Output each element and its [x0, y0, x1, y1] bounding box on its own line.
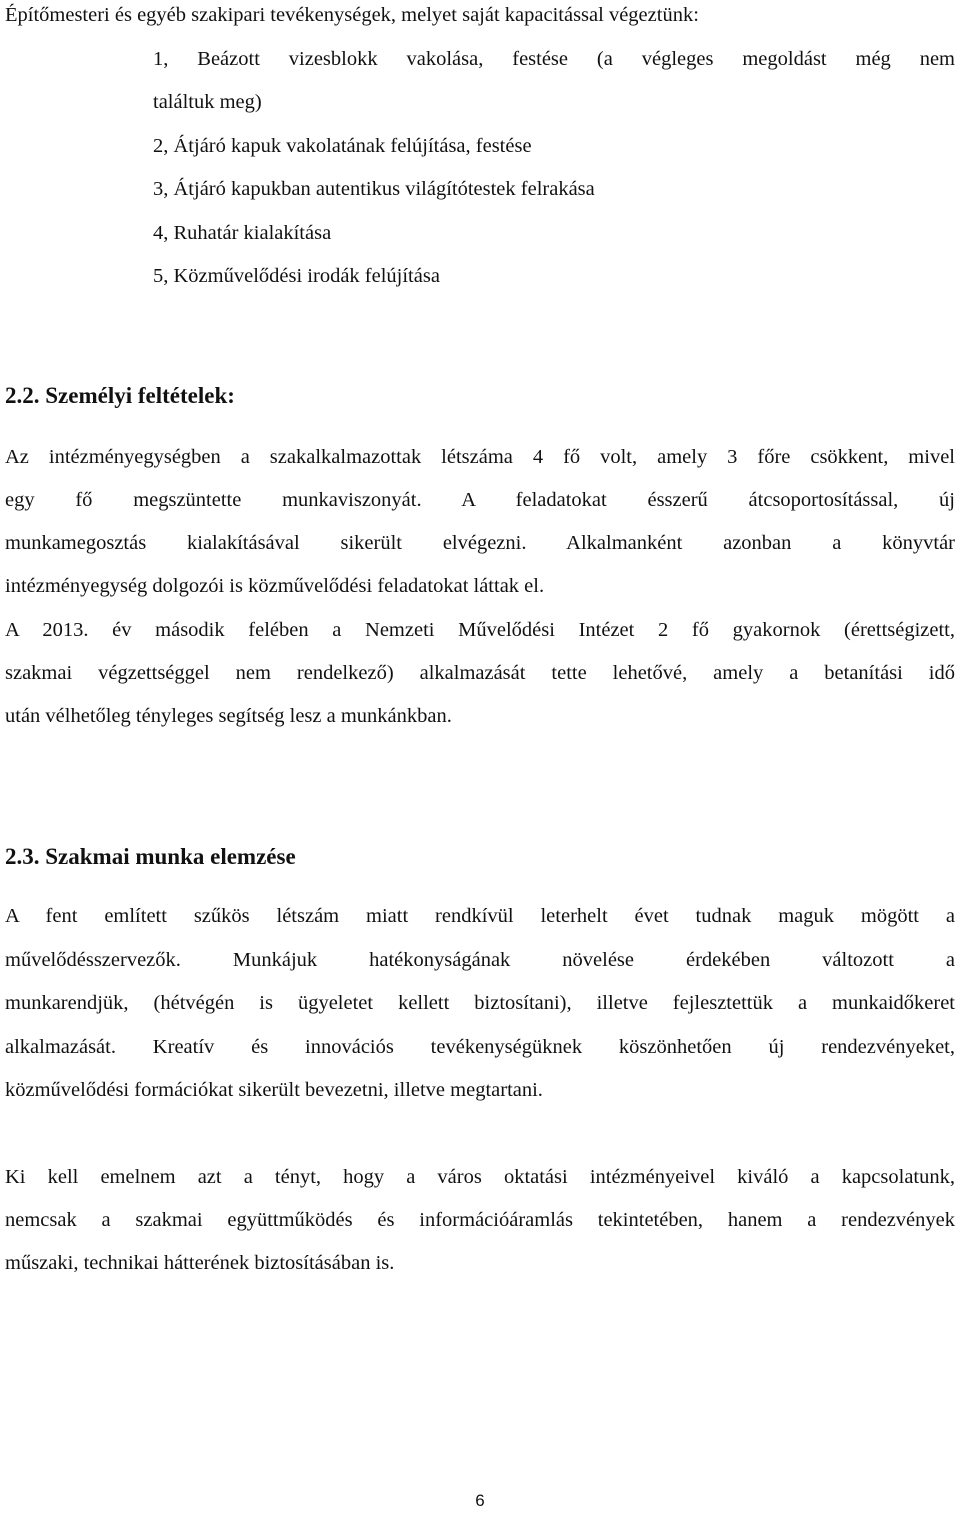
paragraph-line: A 2013. év második felében a Nemzeti Művelődési Intézet 2 fő gyakornok (érettségizett,	[5, 619, 955, 641]
work-list-item: 1, Beázott vizesblokk vakolása, festése (a végleges megoldást még nem	[153, 48, 955, 70]
paragraph-line: műszaki, technikai hátterének biztosításában is.	[5, 1252, 395, 1274]
paragraph-line: alkalmazását. Kreatív és innovációs tevékenységüknek köszönhetően új rendezvényeket,	[5, 1036, 955, 1058]
paragraph-line: nemcsak a szakmai együttműködés és információáramlás tekintetében, hanem a rendezvények	[5, 1209, 955, 1231]
work-list-item: találtuk meg)	[153, 91, 262, 113]
work-list-item: 4, Ruhatár kialakítása	[153, 222, 332, 244]
paragraph-line: művelődésszervezők. Munkájuk hatékonyságának növelése érdekében változott a	[5, 949, 955, 971]
paragraph-line: után vélhetőleg tényleges segítség lesz a munkánkban.	[5, 705, 452, 727]
paragraph-line: munkarendjük, (hétvégén is ügyeletet kellett biztosítani), illetve fejlesztettük a munkaidőkeret	[5, 992, 955, 1014]
paragraph-line: Ki kell emelnem azt a tényt, hogy a város oktatási intézményeivel kiváló a kapcsolatunk,	[5, 1166, 955, 1188]
work-list-item: 3, Átjáró kapukban autentikus világítótestek felrakása	[153, 178, 595, 200]
intro-paragraph: Építőmesteri és egyéb szakipari tevékenységek, melyet saját kapacitással végeztünk:	[5, 4, 699, 26]
paragraph-line: szakmai végzettséggel nem rendelkező) alkalmazását tette lehetővé, amely a betanítási idő	[5, 662, 955, 684]
paragraph-line: intézményegység dolgozói is közművelődési feladatokat láttak el.	[5, 575, 545, 597]
paragraph-line: Az intézményegységben a szakalkalmazottak létszáma 4 fő volt, amely 3 főre csökkent, mivel	[5, 446, 955, 468]
paragraph-line: közművelődési formációkat sikerült bevezetni, illetve megtartani.	[5, 1079, 543, 1101]
section-heading-2-3: 2.3. Szakmai munka elemzése	[5, 844, 296, 869]
section-heading-2-2: 2.2. Személyi feltételek:	[5, 383, 235, 408]
work-list-item: 2, Átjáró kapuk vakolatának felújítása, festése	[153, 135, 532, 157]
paragraph-line: munkamegosztás kialakításával sikerült elvégezni. Alkalmanként azonban a könyvtár	[5, 532, 955, 554]
paragraph-line: A fent említett szűkös létszám miatt rendkívül leterhelt évet tudnak maguk mögött a	[5, 905, 955, 927]
work-list-item: 5, Közművelődési irodák felújítása	[153, 265, 440, 287]
page-number: 6	[475, 1491, 485, 1510]
paragraph-line: egy fő megszüntette munkaviszonyát. A feladatokat ésszerű átcsoportosítással, új	[5, 489, 955, 511]
